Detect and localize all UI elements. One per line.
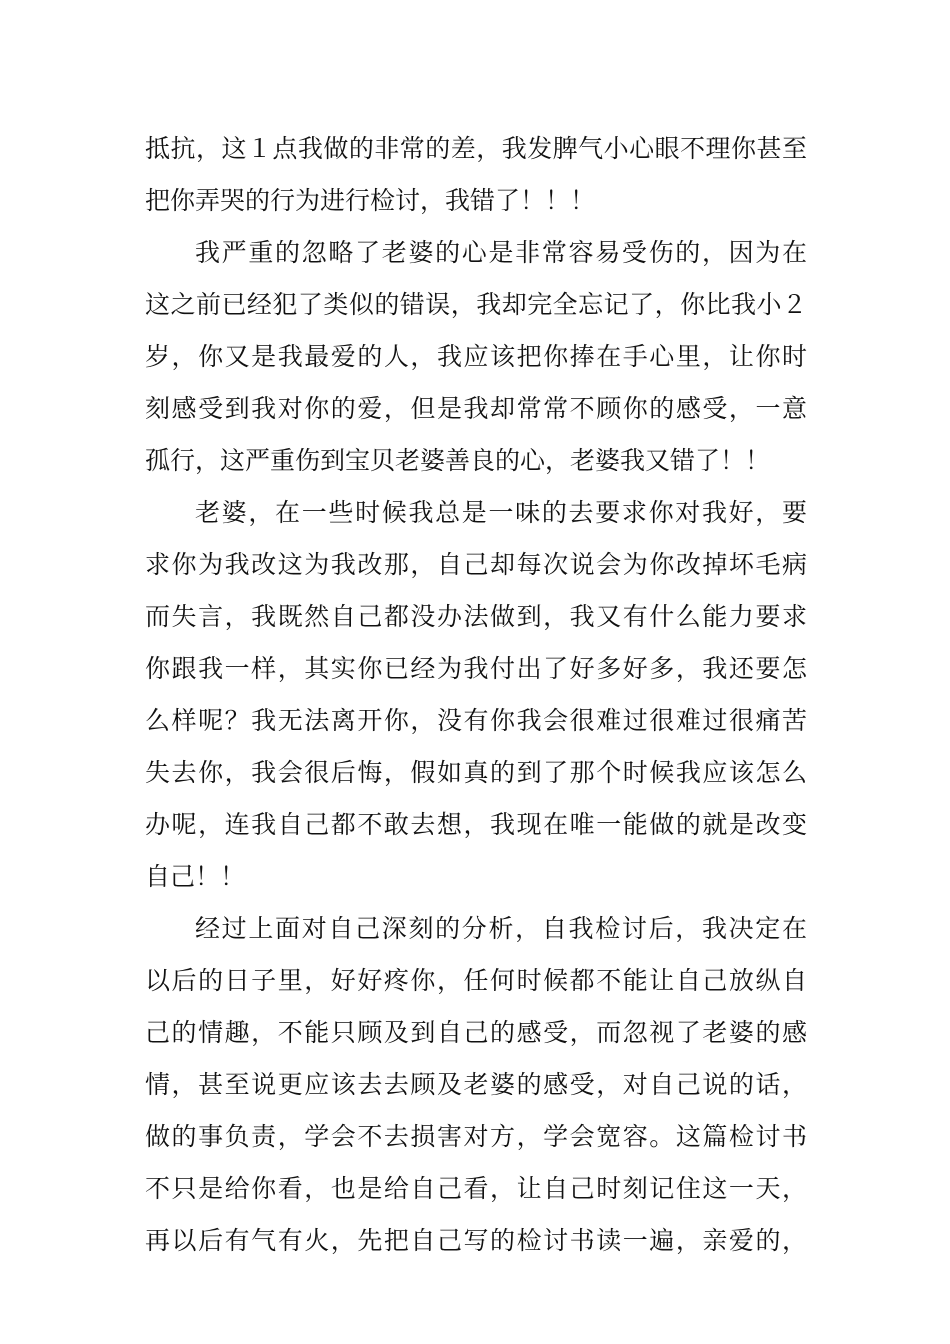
text-line: 自己！！: [145, 862, 246, 891]
paragraph-4: [145, 903, 807, 1267]
text-line: 失去你，我会很后悔，假如真的到了那个时候我应该怎么: [145, 758, 807, 787]
text-line: 情，甚至说更应该去去顾及老婆的感受，对自己说的话，: [145, 1070, 807, 1099]
text-line: 孤行，这严重伤到宝贝老婆善良的心，老婆我又错了！！: [145, 446, 771, 475]
text-line: 求你为我改这为我改那，自己却每次说会为你改掉坏毛病: [145, 550, 807, 579]
text-line: 我严重的忽略了老婆的心是非常容易受伤的，因为在: [195, 238, 807, 267]
paragraph-3: [145, 487, 807, 903]
text-line: 你跟我一样，其实你已经为我付出了好多好多，我还要怎: [145, 654, 807, 683]
document-body: [145, 123, 807, 1267]
text-line: 么样呢？我无法离开你，没有你我会很难过很难过很痛苦: [145, 706, 807, 735]
paragraph-2: [145, 227, 807, 487]
text-line: 经过上面对自己深刻的分析，自我检讨后，我决定在: [195, 914, 807, 943]
text-line: 这之前已经犯了类似的错误，我却完全忘记了，你比我小２: [145, 290, 807, 319]
paragraph-1: [145, 123, 807, 227]
text-line: 把你弄哭的行为进行检讨，我错了！！！: [145, 186, 596, 215]
text-line: 抵抗，这１点我做的非常的差，我发脾气小心眼不理你甚至: [145, 134, 807, 163]
text-line: 再以后有气有火，先把自己写的检讨书读一遍，亲爱的，: [145, 1226, 807, 1255]
text-line: 办呢，连我自己都不敢去想，我现在唯一能做的就是改变: [145, 810, 807, 839]
text-line: 老婆，在一些时候我总是一味的去要求你对我好，要: [195, 498, 807, 527]
text-line: 而失言，我既然自己都没办法做到，我又有什么能力要求: [145, 602, 807, 631]
text-line: 己的情趣，不能只顾及到自己的感受，而忽视了老婆的感: [145, 1018, 807, 1047]
text-line: 以后的日子里，好好疼你，任何时候都不能让自己放纵自: [145, 966, 807, 995]
text-line: 做的事负责，学会不去损害对方，学会宽容。这篇检讨书: [145, 1122, 807, 1151]
text-line: 刻感受到我对你的爱，但是我却常常不顾你的感受，一意: [145, 394, 807, 423]
text-line: 不只是给你看，也是给自己看，让自己时刻记住这一天，: [145, 1174, 807, 1203]
text-line: 岁，你又是我最爱的人，我应该把你捧在手心里，让你时: [145, 342, 807, 371]
